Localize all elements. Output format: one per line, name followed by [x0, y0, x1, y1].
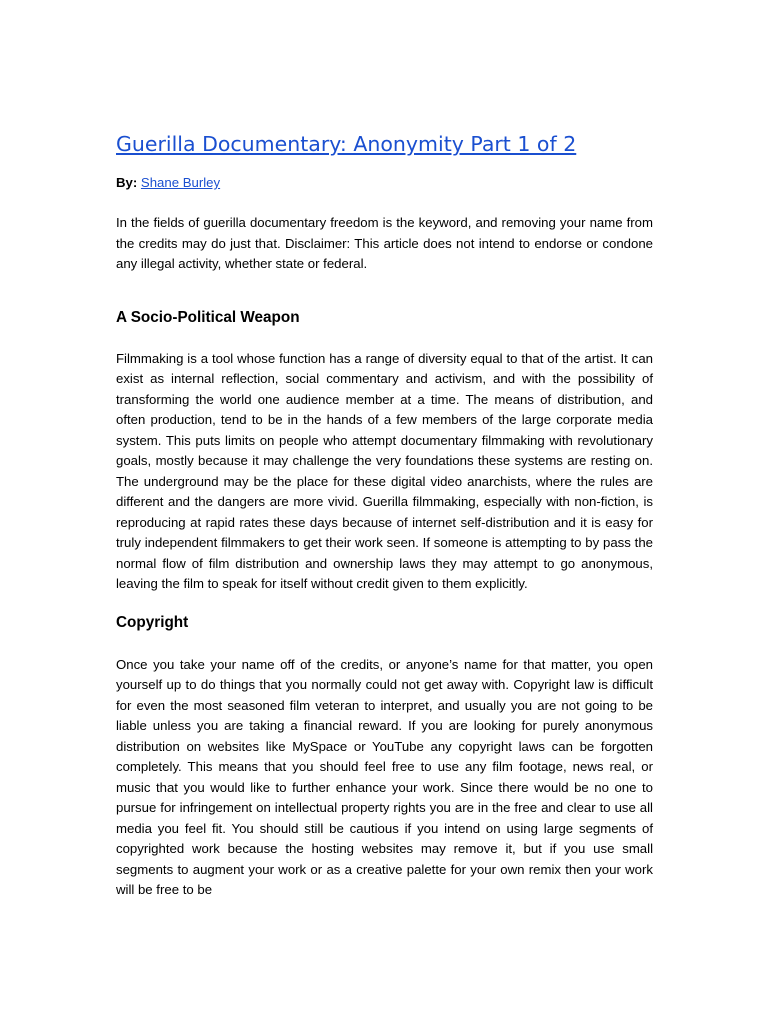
byline: [116, 173, 653, 193]
article-title-link[interactable]: Guerilla Documentary: Anonymity Part 1 of 2: [116, 132, 577, 156]
section-paragraph-socio-political-weapon: Filmmaking is a tool whose function has a range of diversity equal to that of the artist. It can exist as internal reflection, social commentary and activism, and with the possibility of transforming the world one audience member at a time. The means of distribution, and often production, tend to be in the hands of a few members of the large corporate media system. This puts limits on people who attempt documentary filmmaking with revolutionary goals, mostly because it may challenge the very foundations these systems are resting on. The underground may be the place for these digital video anarchists, where the rules are different and the dangers are more vivid. Guerilla filmmaking, especially with non-fiction, is reproducing at rapid rates these days because of internet self-distribution and it is easy for truly independent filmmakers to get their work seen. If someone is attempting to by pass the normal flow of film distribution and ownership laws they may attempt to go anonymous, leaving the film to speak for itself without credit given to them explicitly.: [116, 350, 653, 591]
section-heading-copyright: Copyright: [116, 613, 189, 631]
section-heading-socio-political-weapon: A Socio-Political Weapon: [116, 308, 300, 326]
byline-label: By:: [116, 175, 138, 190]
article-body: [116, 126, 653, 901]
intro-paragraph: In the fields of guerilla documentary freedom is the keyword, and removing your name from the credits may do just that. Disclaimer: This article does not intend to endorse or condone any illegal activity, whether state or federal.: [116, 215, 653, 271]
author-link[interactable]: Shane Burley: [140, 175, 221, 190]
section-paragraph-copyright: Once you take your name off of the credits, or anyone’s name for that matter, you open yourself up to do things that you normally could not get away with. Copyright law is difficult for even the most seasoned film veteran to interpret, and usually you are not going to be liable unless you are taking a financial reward. If you are looking for purely anonymous distribution on websites like MySpace or YouTube any copyright laws can be forgotten completely. This means that you should feel free to use any film footage, news real, or music that you would like to further enhance your work. Since there would be no one to pursue for infringement on intellectual property rights you are in the free and clear to use all media you feel fit. You should still be cautious if you intend on using large segments of copyrighted work because the hosting websites may remove it, but if you use small segments to augment your work or as a creative palette for your own remix then your work will be free to be: [116, 656, 653, 897]
